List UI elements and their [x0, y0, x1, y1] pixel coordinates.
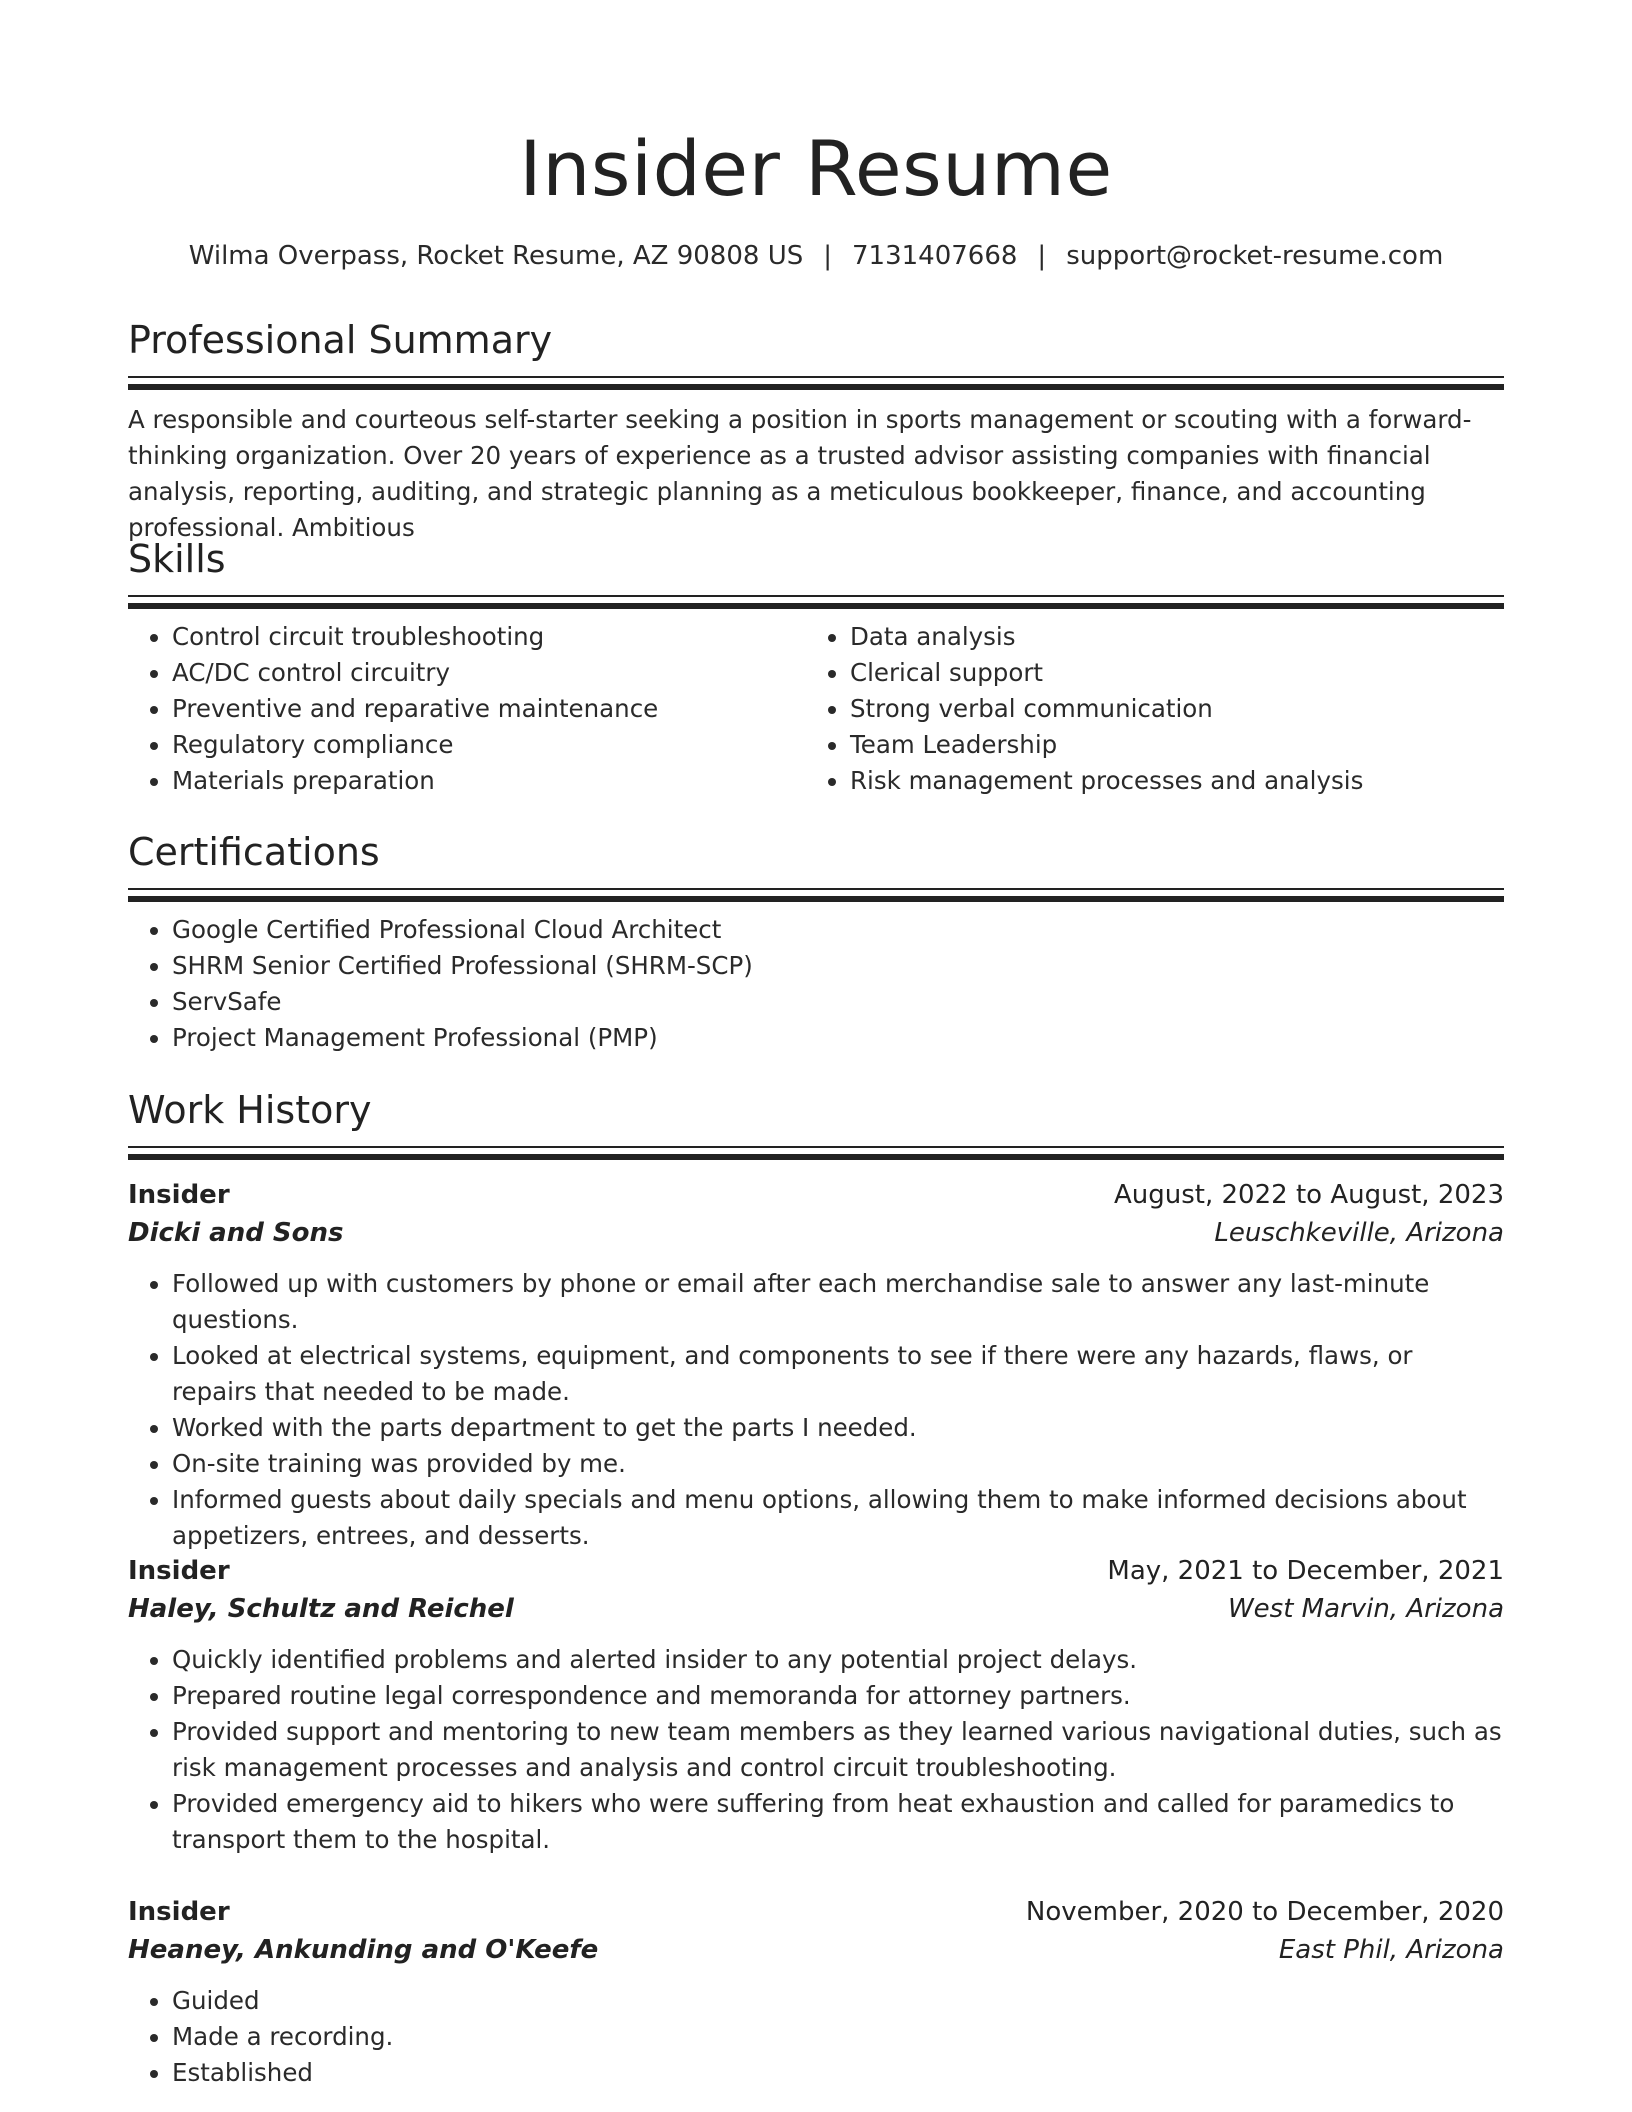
- job-bullet: • Followed up with customers by phone or email after each merchandise sale to answer any last-minute questions.: [172, 1266, 1504, 1338]
- job-bullet: • Made a recording.: [172, 2019, 1504, 2055]
- job-bullet: • On-site training was provided by me.: [172, 1446, 1504, 1482]
- job-dates: August, 2022 to August, 2023: [1114, 1180, 1504, 1210]
- contact-email[interactable]: support@rocket-resume.com: [1066, 241, 1444, 271]
- job-location: West Marvin, Arizona: [1227, 1594, 1504, 1624]
- certification-item: • ServSafe: [172, 984, 1504, 1020]
- certifications-section: [128, 826, 1504, 1056]
- job-location: Leuschkeville, Arizona: [1214, 1218, 1504, 1248]
- job-bullets: [128, 1642, 1504, 1858]
- job-title: Insider: [128, 1556, 230, 1586]
- skill-item: • Strong verbal communication: [850, 691, 1484, 727]
- job-bullet: • Guided: [172, 1983, 1504, 2019]
- summary-text: A responsible and courteous self-starter seeking a position in sports management or scouting with a forward-thinking organization. Over 20 years of experience as a trusted advisor assisting companies with financial analysis, reporting, auditing, and strategic planning as a meticulous bookkeeper, finance, and accounting professional. Ambitious: [128, 405, 1472, 542]
- job-company: Haley, Schultz and Reichel: [128, 1594, 514, 1624]
- section-divider: [128, 1146, 1504, 1160]
- job-bullets: [128, 1266, 1504, 1554]
- skill-item: • Control circuit troubleshooting: [172, 619, 806, 655]
- job-bullet: • Informed guests about daily specials and menu options, allowing them to make informed decisions about appetizers, entrees, and desserts.: [172, 1482, 1504, 1554]
- skill-item: • Preventive and reparative maintenance: [172, 691, 806, 727]
- job-subheader-row: [128, 1931, 1504, 1969]
- job-header-row: [128, 1893, 1504, 1931]
- skills-list-right: [806, 619, 1484, 799]
- job-header-row: [128, 1552, 1504, 1590]
- contact-line: [0, 236, 1632, 276]
- job-bullet: • Prepared routine legal correspondence and memoranda for attorney partners.: [172, 1678, 1504, 1714]
- job-dates: May, 2021 to December, 2021: [1107, 1556, 1504, 1586]
- skill-item: • Regulatory compliance: [172, 727, 806, 763]
- skills-columns: [128, 609, 1504, 799]
- skills-heading: Skills: [128, 537, 226, 581]
- section-divider: [128, 376, 1504, 390]
- job-bullets: [128, 1983, 1504, 2091]
- job-subheader-row: [128, 1214, 1504, 1252]
- skill-item: • Data analysis: [850, 619, 1484, 655]
- resume-title: Insider Resume: [519, 124, 1113, 213]
- contact-separator: |: [823, 241, 832, 271]
- job-entry: [128, 1893, 1504, 2091]
- job-bullet: • Looked at electrical systems, equipment, and components to see if there were any hazards, flaws, or repairs that needed to be made.: [172, 1338, 1504, 1410]
- skills-column-right: [806, 609, 1484, 799]
- skill-item: • Team Leadership: [850, 727, 1484, 763]
- job-entry: [128, 1552, 1504, 1858]
- certification-item: • Google Certified Professional Cloud Architect: [172, 912, 1504, 948]
- contact-address: Wilma Overpass, Rocket Resume, AZ 90808 US: [188, 241, 804, 271]
- section-divider: [128, 888, 1504, 902]
- job-bullet: • Provided emergency aid to hikers who were suffering from heat exhaustion and called for paramedics to transport them to the hospital.: [172, 1786, 1504, 1858]
- skills-list-left: [128, 619, 806, 799]
- summary-heading: Professional Summary: [128, 318, 553, 362]
- skill-item: • AC/DC control circuitry: [172, 655, 806, 691]
- skill-item: • Clerical support: [850, 655, 1484, 691]
- job-title: Insider: [128, 1897, 230, 1927]
- job-company: Heaney, Ankunding and O'Keefe: [128, 1935, 599, 1965]
- contact-phone: 7131407668: [852, 241, 1018, 271]
- certifications-list: [128, 912, 1504, 1056]
- certification-item: • Project Management Professional (PMP): [172, 1020, 1504, 1056]
- job-company: Dicki and Sons: [128, 1218, 344, 1248]
- skills-column-left: [128, 609, 806, 799]
- summary-section: [128, 314, 1504, 546]
- skills-section: [128, 533, 1504, 799]
- skill-item: • Materials preparation: [172, 763, 806, 799]
- job-entry: [128, 1176, 1504, 1554]
- job-dates: November, 2020 to December, 2020: [1025, 1897, 1504, 1927]
- skill-item: • Risk management processes and analysis: [850, 763, 1484, 799]
- certification-item: • SHRM Senior Certified Professional (SHRM-SCP): [172, 948, 1504, 984]
- job-bullet: • Established: [172, 2055, 1504, 2091]
- certifications-heading: Certifications: [128, 830, 380, 874]
- job-header-row: [128, 1176, 1504, 1214]
- work-history-section: [128, 1084, 1504, 1160]
- job-title: Insider: [128, 1180, 230, 1210]
- job-subheader-row: [128, 1590, 1504, 1628]
- job-bullet: • Worked with the parts department to get the parts I needed.: [172, 1410, 1504, 1446]
- job-bullet: • Quickly identified problems and alerted insider to any potential project delays.: [172, 1642, 1504, 1678]
- contact-separator: |: [1037, 241, 1047, 271]
- job-location: East Phil, Arizona: [1278, 1935, 1504, 1965]
- work-history-heading: Work History: [128, 1088, 372, 1132]
- section-divider: [128, 595, 1504, 609]
- job-bullet: • Provided support and mentoring to new team members as they learned various navigational duties, such as risk management processes and analysis and control circuit troubleshooting.: [172, 1714, 1504, 1786]
